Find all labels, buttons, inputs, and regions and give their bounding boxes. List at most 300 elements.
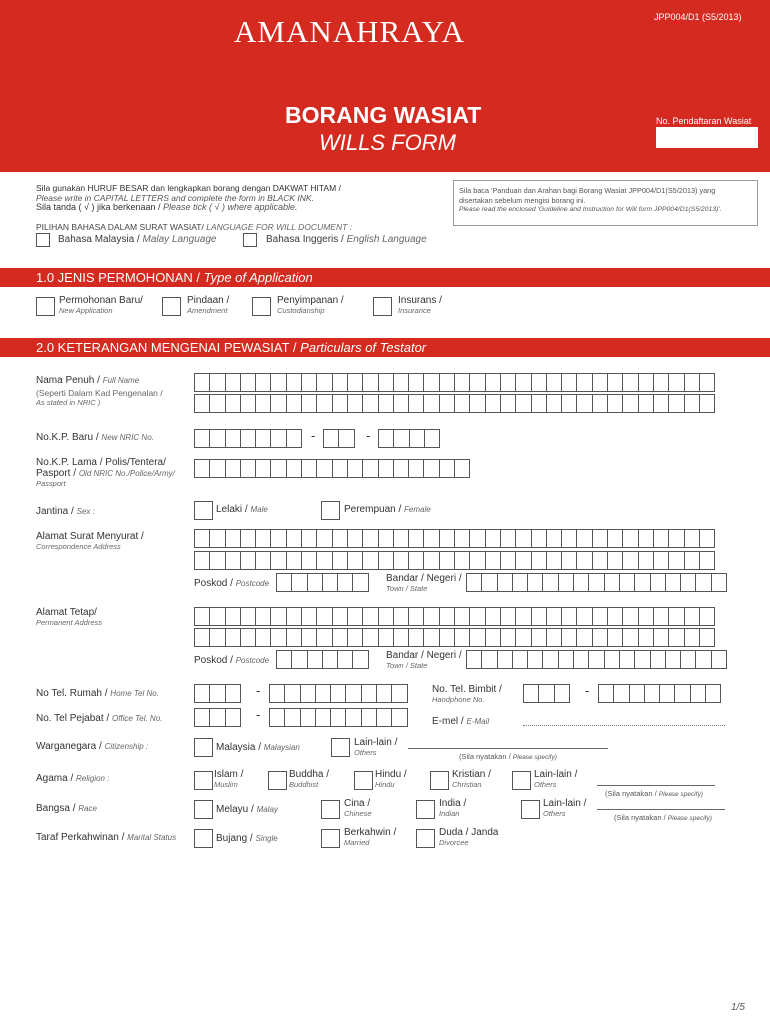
office-tel-grid-number[interactable] <box>269 708 407 727</box>
char-box[interactable] <box>316 394 332 413</box>
citizen-others-field[interactable] <box>408 748 608 749</box>
char-box[interactable] <box>316 551 332 570</box>
char-box[interactable] <box>240 529 256 548</box>
char-box[interactable] <box>286 551 302 570</box>
char-box[interactable] <box>653 394 669 413</box>
race-malay-checkbox[interactable] <box>194 800 213 819</box>
app-new-checkbox[interactable] <box>36 297 55 316</box>
corr-postcode-grid[interactable] <box>276 573 368 592</box>
char-box[interactable] <box>286 373 302 392</box>
char-box[interactable] <box>378 529 394 548</box>
char-box[interactable] <box>515 628 531 647</box>
char-box[interactable] <box>269 708 285 727</box>
char-box[interactable] <box>607 529 623 548</box>
char-box[interactable] <box>576 551 592 570</box>
char-box[interactable] <box>454 394 470 413</box>
char-box[interactable] <box>315 684 331 703</box>
char-box[interactable] <box>286 628 302 647</box>
char-box[interactable] <box>634 573 650 592</box>
char-box[interactable] <box>629 684 645 703</box>
char-box[interactable] <box>527 650 543 669</box>
char-box[interactable] <box>332 394 348 413</box>
religion-hindu-checkbox[interactable] <box>354 771 373 790</box>
char-box[interactable] <box>376 684 392 703</box>
home-tel-grid-area[interactable] <box>194 684 240 703</box>
char-box[interactable] <box>542 573 558 592</box>
char-box[interactable] <box>466 650 482 669</box>
char-box[interactable] <box>332 373 348 392</box>
char-box[interactable] <box>209 459 225 478</box>
char-box[interactable] <box>361 684 377 703</box>
char-box[interactable] <box>439 529 455 548</box>
char-box[interactable] <box>531 394 547 413</box>
char-box[interactable] <box>695 650 711 669</box>
char-box[interactable] <box>469 394 485 413</box>
char-box[interactable] <box>391 684 407 703</box>
char-box[interactable] <box>338 429 354 448</box>
marital-single-checkbox[interactable] <box>194 829 213 848</box>
char-box[interactable] <box>546 394 562 413</box>
reg-no-field[interactable] <box>656 127 758 148</box>
char-box[interactable] <box>393 529 409 548</box>
email-field[interactable] <box>523 725 725 726</box>
char-box[interactable] <box>301 529 317 548</box>
char-box[interactable] <box>347 373 363 392</box>
char-box[interactable] <box>531 607 547 626</box>
char-box[interactable] <box>255 394 271 413</box>
corr-address-grid-row1[interactable] <box>194 529 714 548</box>
char-box[interactable] <box>209 684 225 703</box>
char-box[interactable] <box>665 573 681 592</box>
char-box[interactable] <box>423 551 439 570</box>
char-box[interactable] <box>684 394 700 413</box>
char-box[interactable] <box>393 628 409 647</box>
char-box[interactable] <box>378 459 394 478</box>
religion-others-checkbox[interactable] <box>512 771 531 790</box>
char-box[interactable] <box>454 607 470 626</box>
char-box[interactable] <box>699 529 715 548</box>
char-box[interactable] <box>558 650 574 669</box>
char-box[interactable] <box>240 459 256 478</box>
char-box[interactable] <box>408 551 424 570</box>
char-box[interactable] <box>561 373 577 392</box>
char-box[interactable] <box>225 684 241 703</box>
hp-grid-number[interactable] <box>598 684 720 703</box>
char-box[interactable] <box>538 684 554 703</box>
char-box[interactable] <box>286 394 302 413</box>
char-box[interactable] <box>330 708 346 727</box>
char-box[interactable] <box>209 551 225 570</box>
char-box[interactable] <box>240 394 256 413</box>
char-box[interactable] <box>588 573 604 592</box>
char-box[interactable] <box>576 373 592 392</box>
char-box[interactable] <box>592 551 608 570</box>
char-box[interactable] <box>607 373 623 392</box>
char-box[interactable] <box>527 573 543 592</box>
char-box[interactable] <box>362 628 378 647</box>
char-box[interactable] <box>332 607 348 626</box>
hp-grid-prefix[interactable] <box>523 684 569 703</box>
char-box[interactable] <box>711 650 727 669</box>
char-box[interactable] <box>500 394 516 413</box>
char-box[interactable] <box>284 708 300 727</box>
char-box[interactable] <box>240 373 256 392</box>
char-box[interactable] <box>194 684 210 703</box>
char-box[interactable] <box>469 551 485 570</box>
char-box[interactable] <box>330 684 346 703</box>
char-box[interactable] <box>561 529 577 548</box>
char-box[interactable] <box>255 628 271 647</box>
char-box[interactable] <box>454 628 470 647</box>
char-box[interactable] <box>337 573 353 592</box>
char-box[interactable] <box>408 607 424 626</box>
char-box[interactable] <box>225 429 241 448</box>
char-box[interactable] <box>225 373 241 392</box>
char-box[interactable] <box>408 529 424 548</box>
char-box[interactable] <box>300 708 316 727</box>
char-box[interactable] <box>531 373 547 392</box>
char-box[interactable] <box>270 529 286 548</box>
char-box[interactable] <box>500 607 516 626</box>
corr-address-grid-row2[interactable] <box>194 551 714 570</box>
char-box[interactable] <box>322 650 338 669</box>
char-box[interactable] <box>634 650 650 669</box>
old-ic-grid[interactable] <box>194 459 469 478</box>
char-box[interactable] <box>485 607 501 626</box>
char-box[interactable] <box>194 429 210 448</box>
char-box[interactable] <box>668 394 684 413</box>
char-box[interactable] <box>515 394 531 413</box>
char-box[interactable] <box>469 373 485 392</box>
gender-male-checkbox[interactable] <box>194 501 213 520</box>
new-ic-grid-part3[interactable] <box>378 429 439 448</box>
char-box[interactable] <box>255 529 271 548</box>
lang-malay-checkbox[interactable] <box>36 233 50 247</box>
char-box[interactable] <box>619 650 635 669</box>
char-box[interactable] <box>194 607 210 626</box>
char-box[interactable] <box>423 373 439 392</box>
char-box[interactable] <box>209 708 225 727</box>
char-box[interactable] <box>485 628 501 647</box>
char-box[interactable] <box>393 607 409 626</box>
char-box[interactable] <box>376 708 392 727</box>
char-box[interactable] <box>209 373 225 392</box>
full-name-grid-row1[interactable] <box>194 373 714 392</box>
char-box[interactable] <box>291 573 307 592</box>
char-box[interactable] <box>362 459 378 478</box>
char-box[interactable] <box>347 459 363 478</box>
char-box[interactable] <box>316 628 332 647</box>
char-box[interactable] <box>469 628 485 647</box>
char-box[interactable] <box>270 551 286 570</box>
char-box[interactable] <box>554 684 570 703</box>
race-others-field[interactable] <box>597 809 725 810</box>
char-box[interactable] <box>592 394 608 413</box>
char-box[interactable] <box>378 394 394 413</box>
char-box[interactable] <box>332 551 348 570</box>
new-ic-grid-part1[interactable] <box>194 429 301 448</box>
char-box[interactable] <box>469 529 485 548</box>
char-box[interactable] <box>690 684 706 703</box>
char-box[interactable] <box>361 708 377 727</box>
perm-postcode-grid[interactable] <box>276 650 368 669</box>
char-box[interactable] <box>225 529 241 548</box>
citizen-malaysia-checkbox[interactable] <box>194 738 213 757</box>
char-box[interactable] <box>653 373 669 392</box>
char-box[interactable] <box>665 650 681 669</box>
char-box[interactable] <box>485 373 501 392</box>
char-box[interactable] <box>512 573 528 592</box>
race-chinese-checkbox[interactable] <box>321 800 340 819</box>
char-box[interactable] <box>607 628 623 647</box>
char-box[interactable] <box>592 373 608 392</box>
char-box[interactable] <box>680 573 696 592</box>
char-box[interactable] <box>454 373 470 392</box>
char-box[interactable] <box>347 628 363 647</box>
char-box[interactable] <box>684 551 700 570</box>
char-box[interactable] <box>194 459 210 478</box>
religion-islam-checkbox[interactable] <box>194 771 213 790</box>
char-box[interactable] <box>638 607 654 626</box>
char-box[interactable] <box>454 459 470 478</box>
char-box[interactable] <box>659 684 675 703</box>
char-box[interactable] <box>439 607 455 626</box>
char-box[interactable] <box>301 551 317 570</box>
char-box[interactable] <box>638 373 654 392</box>
char-box[interactable] <box>194 373 210 392</box>
char-box[interactable] <box>393 551 409 570</box>
char-box[interactable] <box>194 394 210 413</box>
char-box[interactable] <box>240 429 256 448</box>
char-box[interactable] <box>466 573 482 592</box>
char-box[interactable] <box>542 650 558 669</box>
char-box[interactable] <box>531 551 547 570</box>
char-box[interactable] <box>345 684 361 703</box>
char-box[interactable] <box>588 650 604 669</box>
char-box[interactable] <box>592 628 608 647</box>
char-box[interactable] <box>194 708 210 727</box>
char-box[interactable] <box>347 607 363 626</box>
char-box[interactable] <box>270 394 286 413</box>
char-box[interactable] <box>546 607 562 626</box>
char-box[interactable] <box>362 394 378 413</box>
char-box[interactable] <box>307 650 323 669</box>
char-box[interactable] <box>286 459 302 478</box>
char-box[interactable] <box>592 529 608 548</box>
char-box[interactable] <box>576 628 592 647</box>
gender-female-checkbox[interactable] <box>321 501 340 520</box>
char-box[interactable] <box>573 573 589 592</box>
char-box[interactable] <box>622 628 638 647</box>
char-box[interactable] <box>345 708 361 727</box>
char-box[interactable] <box>653 628 669 647</box>
char-box[interactable] <box>515 607 531 626</box>
char-box[interactable] <box>332 459 348 478</box>
char-box[interactable] <box>546 529 562 548</box>
char-box[interactable] <box>638 551 654 570</box>
char-box[interactable] <box>699 628 715 647</box>
app-amend-checkbox[interactable] <box>162 297 181 316</box>
char-box[interactable] <box>515 551 531 570</box>
char-box[interactable] <box>270 429 286 448</box>
char-box[interactable] <box>286 529 302 548</box>
char-box[interactable] <box>650 650 666 669</box>
char-box[interactable] <box>209 628 225 647</box>
religion-others-field[interactable] <box>597 785 715 786</box>
char-box[interactable] <box>485 529 501 548</box>
char-box[interactable] <box>638 529 654 548</box>
char-box[interactable] <box>481 650 497 669</box>
char-box[interactable] <box>225 708 241 727</box>
char-box[interactable] <box>270 628 286 647</box>
char-box[interactable] <box>270 373 286 392</box>
religion-christian-checkbox[interactable] <box>430 771 449 790</box>
char-box[interactable] <box>194 529 210 548</box>
char-box[interactable] <box>500 529 516 548</box>
char-box[interactable] <box>323 429 339 448</box>
char-box[interactable] <box>546 551 562 570</box>
char-box[interactable] <box>240 628 256 647</box>
char-box[interactable] <box>209 394 225 413</box>
char-box[interactable] <box>362 373 378 392</box>
char-box[interactable] <box>674 684 690 703</box>
char-box[interactable] <box>561 628 577 647</box>
char-box[interactable] <box>454 551 470 570</box>
char-box[interactable] <box>622 394 638 413</box>
char-box[interactable] <box>255 551 271 570</box>
char-box[interactable] <box>439 551 455 570</box>
char-box[interactable] <box>284 684 300 703</box>
char-box[interactable] <box>684 628 700 647</box>
char-box[interactable] <box>423 607 439 626</box>
char-box[interactable] <box>561 551 577 570</box>
char-box[interactable] <box>604 573 620 592</box>
char-box[interactable] <box>576 529 592 548</box>
char-box[interactable] <box>668 551 684 570</box>
char-box[interactable] <box>454 529 470 548</box>
char-box[interactable] <box>270 607 286 626</box>
marital-divorcee-checkbox[interactable] <box>416 829 435 848</box>
char-box[interactable] <box>240 551 256 570</box>
char-box[interactable] <box>684 373 700 392</box>
char-box[interactable] <box>598 684 614 703</box>
char-box[interactable] <box>301 607 317 626</box>
char-box[interactable] <box>497 650 513 669</box>
char-box[interactable] <box>352 573 368 592</box>
char-box[interactable] <box>576 394 592 413</box>
char-box[interactable] <box>225 628 241 647</box>
char-box[interactable] <box>362 529 378 548</box>
char-box[interactable] <box>638 628 654 647</box>
char-box[interactable] <box>607 551 623 570</box>
char-box[interactable] <box>352 650 368 669</box>
char-box[interactable] <box>225 394 241 413</box>
char-box[interactable] <box>255 429 271 448</box>
char-box[interactable] <box>653 551 669 570</box>
char-box[interactable] <box>332 628 348 647</box>
char-box[interactable] <box>300 684 316 703</box>
corr-town-grid[interactable] <box>466 573 726 592</box>
app-custody-checkbox[interactable] <box>252 297 271 316</box>
char-box[interactable] <box>622 529 638 548</box>
char-box[interactable] <box>378 607 394 626</box>
char-box[interactable] <box>316 459 332 478</box>
char-box[interactable] <box>613 684 629 703</box>
char-box[interactable] <box>393 459 409 478</box>
char-box[interactable] <box>347 529 363 548</box>
char-box[interactable] <box>362 551 378 570</box>
char-box[interactable] <box>315 708 331 727</box>
perm-address-grid-row1[interactable] <box>194 607 714 626</box>
char-box[interactable] <box>653 607 669 626</box>
char-box[interactable] <box>512 650 528 669</box>
char-box[interactable] <box>638 394 654 413</box>
char-box[interactable] <box>255 459 271 478</box>
char-box[interactable] <box>546 628 562 647</box>
char-box[interactable] <box>604 650 620 669</box>
char-box[interactable] <box>286 607 302 626</box>
char-box[interactable] <box>408 373 424 392</box>
char-box[interactable] <box>393 394 409 413</box>
char-box[interactable] <box>576 607 592 626</box>
char-box[interactable] <box>561 607 577 626</box>
char-box[interactable] <box>194 628 210 647</box>
char-box[interactable] <box>423 394 439 413</box>
char-box[interactable] <box>225 459 241 478</box>
char-box[interactable] <box>705 684 721 703</box>
race-indian-checkbox[interactable] <box>416 800 435 819</box>
full-name-grid-row2[interactable] <box>194 394 714 413</box>
char-box[interactable] <box>347 394 363 413</box>
char-box[interactable] <box>316 373 332 392</box>
new-ic-grid-part2[interactable] <box>323 429 354 448</box>
char-box[interactable] <box>622 373 638 392</box>
char-box[interactable] <box>668 373 684 392</box>
char-box[interactable] <box>561 394 577 413</box>
char-box[interactable] <box>209 607 225 626</box>
char-box[interactable] <box>668 628 684 647</box>
char-box[interactable] <box>439 394 455 413</box>
char-box[interactable] <box>378 628 394 647</box>
char-box[interactable] <box>316 529 332 548</box>
char-box[interactable] <box>515 529 531 548</box>
char-box[interactable] <box>622 551 638 570</box>
char-box[interactable] <box>393 373 409 392</box>
char-box[interactable] <box>684 607 700 626</box>
char-box[interactable] <box>650 573 666 592</box>
char-box[interactable] <box>481 573 497 592</box>
char-box[interactable] <box>573 650 589 669</box>
char-box[interactable] <box>240 607 256 626</box>
char-box[interactable] <box>424 429 440 448</box>
char-box[interactable] <box>485 551 501 570</box>
char-box[interactable] <box>619 573 635 592</box>
char-box[interactable] <box>332 529 348 548</box>
char-box[interactable] <box>301 459 317 478</box>
perm-address-grid-row2[interactable] <box>194 628 714 647</box>
char-box[interactable] <box>255 607 271 626</box>
char-box[interactable] <box>409 429 425 448</box>
char-box[interactable] <box>699 373 715 392</box>
char-box[interactable] <box>307 573 323 592</box>
char-box[interactable] <box>423 459 439 478</box>
char-box[interactable] <box>393 429 409 448</box>
char-box[interactable] <box>695 573 711 592</box>
char-box[interactable] <box>269 684 285 703</box>
char-box[interactable] <box>408 459 424 478</box>
char-box[interactable] <box>408 394 424 413</box>
char-box[interactable] <box>500 628 516 647</box>
